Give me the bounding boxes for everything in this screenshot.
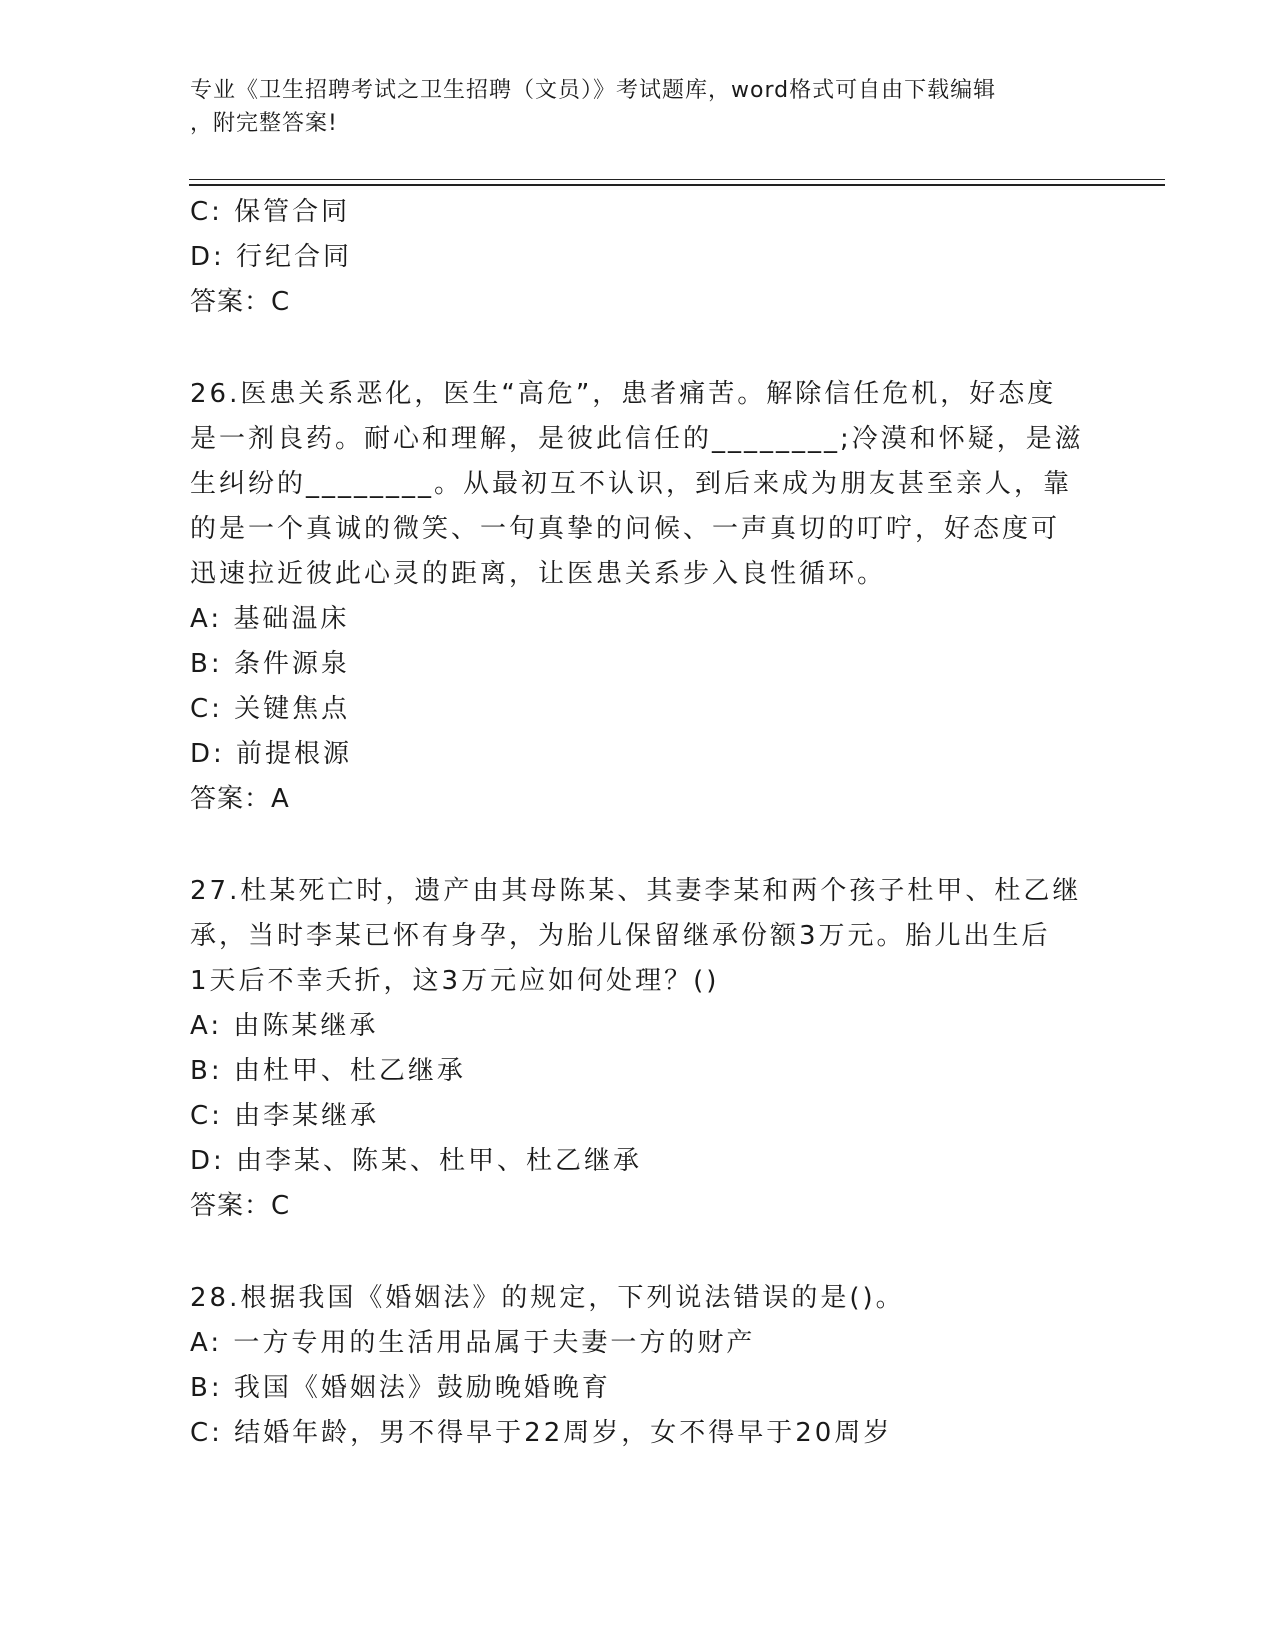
header-title-line-1: 专业《卫生招聘考试之卫生招聘（文员）》考试题库，word格式可自由下载编辑 xyxy=(190,78,997,103)
option-b: B: 由杜甲、杜乙继承 xyxy=(190,1056,466,1086)
header-divider-thin xyxy=(189,179,1165,180)
option-a: A: 一方专用的生活用品属于夫妻一方的财产 xyxy=(190,1328,756,1358)
spacer xyxy=(190,1229,1090,1276)
answer-line: 答案：C xyxy=(190,1191,291,1221)
question-text-line: 生纠纷的________。从最初互不认识，到后来成为朋友甚至亲人，靠 xyxy=(190,469,1073,499)
question-text-line: 的是一个真诚的微笑、一句真挚的问候、一声真切的叮咛，好态度可 xyxy=(190,514,1061,544)
question-text-line: 迅速拉近彼此心灵的距离，让医患关系步入良性循环。 xyxy=(190,559,887,589)
question-25-tail xyxy=(190,190,1090,325)
option-d: D: 由李某、陈某、杜甲、杜乙继承 xyxy=(190,1146,643,1176)
option-c: C: 保管合同 xyxy=(190,197,351,227)
question-text-line: 是一剂良药。耐心和理解，是彼此信任的________;冷漠和怀疑，是滋 xyxy=(190,424,1084,454)
question-list xyxy=(190,190,1090,1456)
option-b: B: 条件源泉 xyxy=(190,649,350,679)
header-divider-thick xyxy=(189,184,1165,186)
document-header xyxy=(190,74,1090,140)
option-b: B: 我国《婚姻法》鼓励晚婚晚育 xyxy=(190,1373,611,1403)
question-28 xyxy=(190,1276,1090,1456)
question-text-line: 1天后不幸夭折，这3万元应如何处理？() xyxy=(190,966,720,996)
spacer xyxy=(190,822,1090,869)
header-title-line-2: ，附完整答案! xyxy=(190,111,338,136)
question-text-line: 28.根据我国《婚姻法》的规定，下列说法错误的是()。 xyxy=(190,1283,905,1313)
option-c: C: 由李某继承 xyxy=(190,1101,380,1131)
option-d: D: 行纪合同 xyxy=(190,242,353,272)
option-d: D: 前提根源 xyxy=(190,739,353,769)
question-text-line: 承，当时李某已怀有身孕，为胎儿保留继承份额3万元。胎儿出生后 xyxy=(190,921,1051,951)
question-27 xyxy=(190,869,1090,1229)
option-c: C: 结婚年龄，男不得早于22周岁，女不得早于20周岁 xyxy=(190,1418,893,1448)
question-26 xyxy=(190,372,1090,822)
question-text-line: 27.杜某死亡时，遗产由其母陈某、其妻李某和两个孩子杜甲、杜乙继 xyxy=(190,876,1082,906)
option-c: C: 关键焦点 xyxy=(190,694,351,724)
answer-line: 答案：A xyxy=(190,784,290,814)
option-a: A: 基础温床 xyxy=(190,604,350,634)
question-text-line: 26.医患关系恶化，医生“高危”，患者痛苦。解除信任危机，好态度 xyxy=(190,379,1057,409)
spacer xyxy=(190,325,1090,372)
option-a: A: 由陈某继承 xyxy=(190,1011,379,1041)
answer-line: 答案：C xyxy=(190,287,291,317)
